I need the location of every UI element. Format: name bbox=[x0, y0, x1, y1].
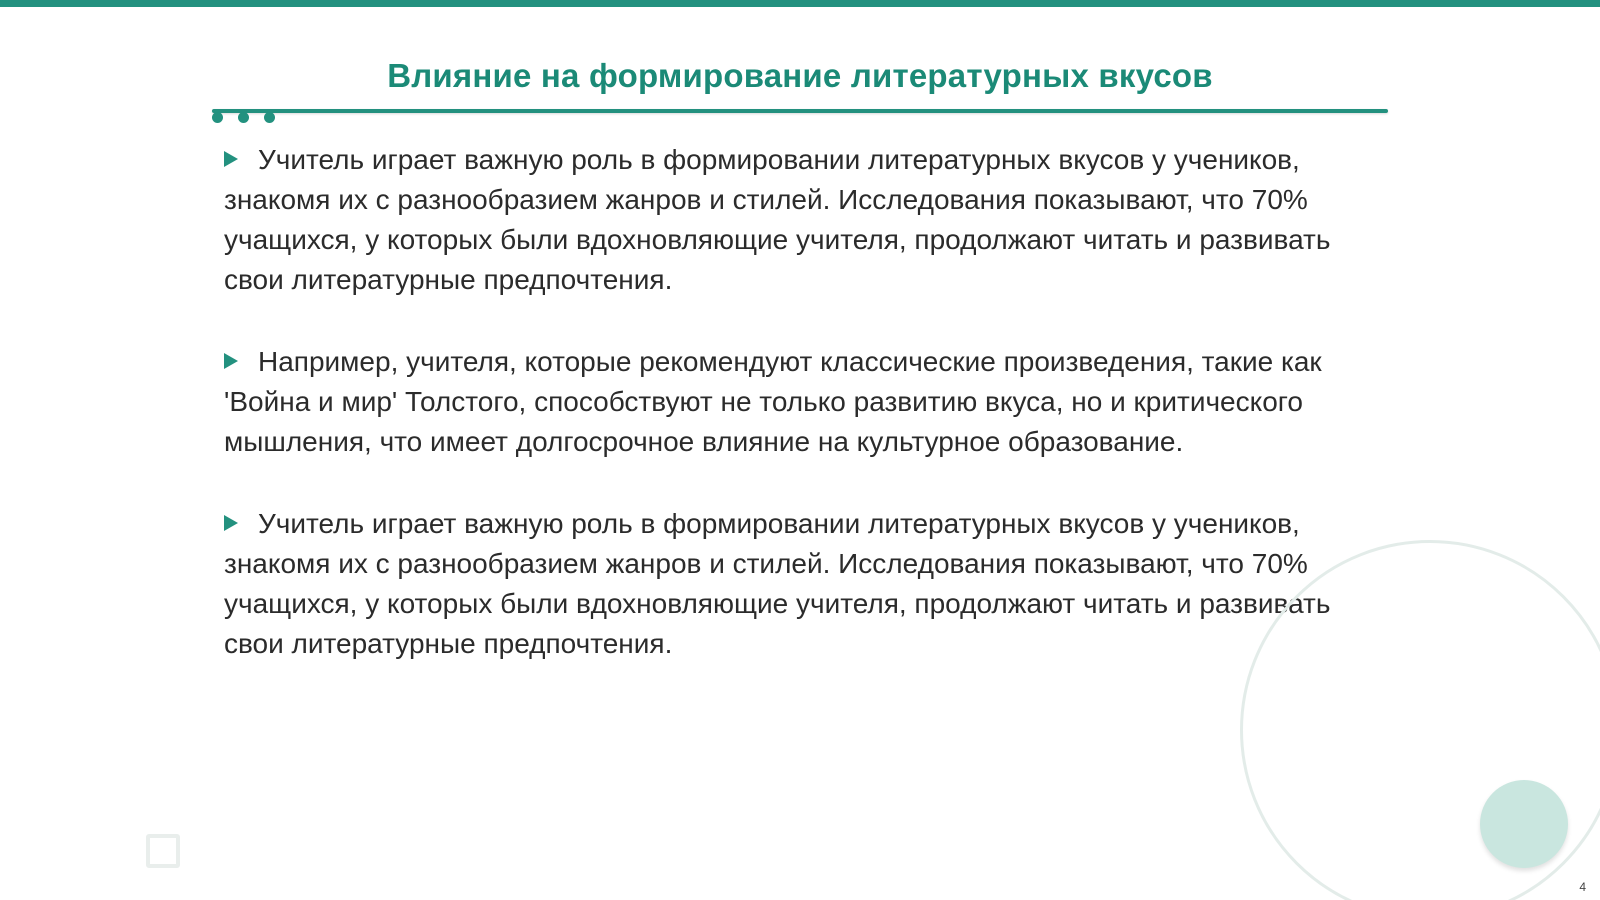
slide-title: Влияние на формирование литературных вкусов bbox=[387, 57, 1213, 94]
decorative-square bbox=[146, 834, 180, 868]
dot-2 bbox=[238, 112, 249, 123]
triangle-bullet-icon bbox=[224, 353, 238, 369]
title-dots bbox=[212, 112, 292, 126]
triangle-bullet-icon bbox=[224, 151, 238, 167]
list-item-text: Учитель играет важную роль в формировании литературных вкусов у учеников, знакомя их с разнообразием жанров и стилей. Исследования показывают, что 70% учащихся, у которых были вдохновляющие учителя, продолжают читать и развивать свои литературные предпочтения. bbox=[224, 508, 1331, 659]
decorative-circle bbox=[1480, 780, 1568, 868]
list-item bbox=[224, 342, 1384, 462]
dot-1 bbox=[212, 112, 223, 123]
list-item-text: Например, учителя, которые рекомендуют классические произведения, такие как 'Война и мир' Толстого, способствуют не только развитию вкуса, но и критического мышления, что имеет долгосрочное влияние на культурное образование. bbox=[224, 346, 1322, 457]
list-item bbox=[224, 504, 1384, 664]
page-number: 4 bbox=[1579, 880, 1586, 894]
dot-3 bbox=[264, 112, 275, 123]
list-item-text: Учитель играет важную роль в формировании литературных вкусов у учеников, знакомя их с разнообразием жанров и стилей. Исследования показывают, что 70% учащихся, у которых были вдохновляющие учителя, продолжают читать и развивать свои литературные предпочтения. bbox=[224, 144, 1331, 295]
title-underline bbox=[212, 109, 1388, 113]
triangle-bullet-icon bbox=[224, 515, 238, 531]
top-accent-bar bbox=[0, 0, 1600, 7]
bullet-list bbox=[224, 140, 1384, 706]
list-item bbox=[224, 140, 1384, 300]
